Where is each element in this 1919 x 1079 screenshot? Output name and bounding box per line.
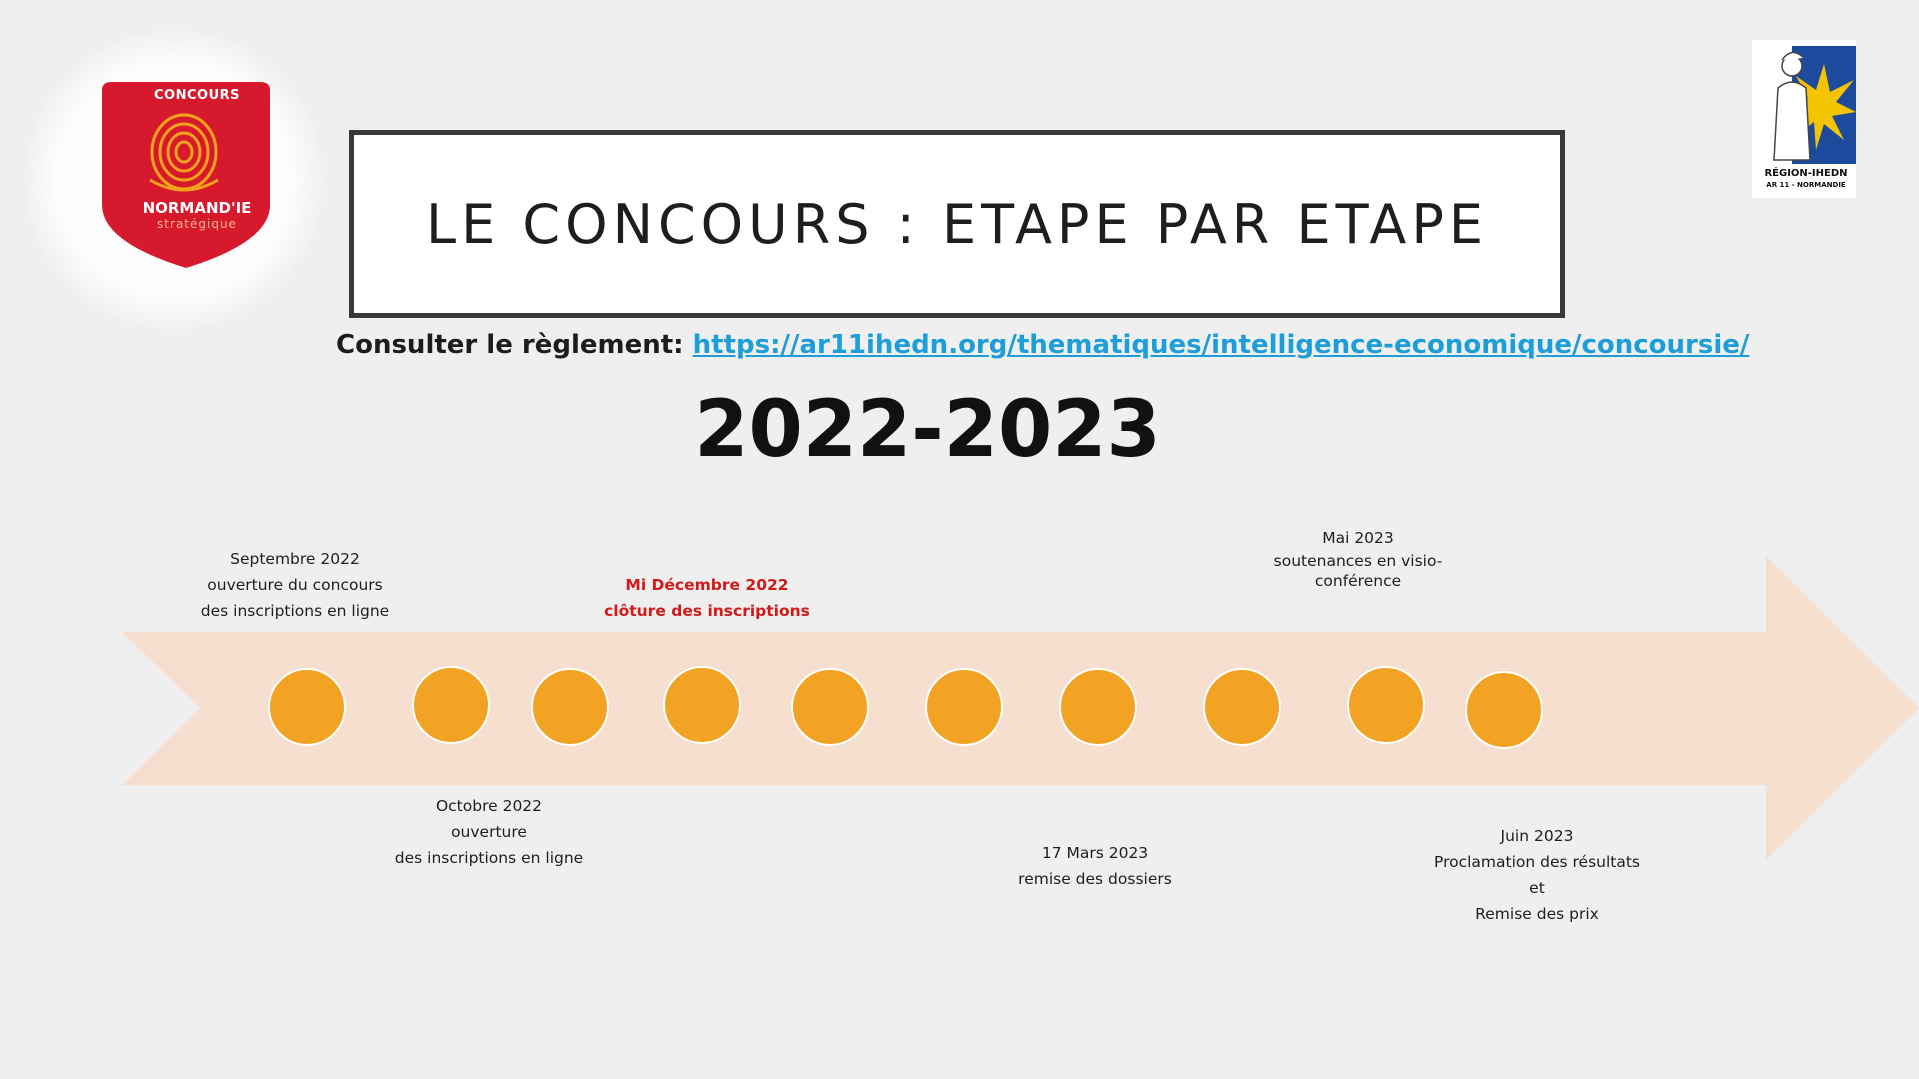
event-date: Mi Décembre 2022 [625,576,789,594]
logo-subtitle: stratégique [157,217,237,231]
logo-ar: AR 11 - NORMANDIE [1766,181,1846,189]
event-date: 17 Mars 2023 [1041,844,1149,862]
event-date: Juin 2023 [1500,827,1574,845]
event-desc: ouverture du concours [207,576,383,594]
timeline-arrow [122,556,1919,860]
rules-link[interactable]: https://ar11ihedn.org/thematiques/intelligence-economique/concoursie/ [692,330,1750,360]
event-september-2022 [201,546,389,624]
event-desc: des inscriptions en ligne [200,602,390,620]
timeline-dot [532,669,608,745]
event-may-2023 [1274,525,1443,591]
timeline-dot [1060,669,1136,745]
event-mid-december-2022 [604,572,810,624]
event-june-2023 [1434,823,1640,927]
rules-label: Consulter le règlement: [336,330,684,360]
event-desc: des inscriptions en ligne [394,849,584,867]
timeline-dot [926,669,1002,745]
logo-name: NORMAND'IE [142,199,252,217]
page-title: LE CONCOURS : ETAPE PAR ETAPE [426,192,1488,256]
timeline-dot [413,667,489,743]
event-march-2023 [1018,840,1172,892]
event-desc: conférence [1314,572,1402,590]
event-desc: soutenances en visio- [1273,552,1443,570]
event-desc: ouverture [451,823,527,841]
timeline-dot [1466,672,1542,748]
event-desc: et [1529,879,1545,897]
timeline-dot [1348,667,1424,743]
timeline-dot [792,669,868,745]
event-desc: clôture des inscriptions [604,602,810,620]
timeline-dot [1204,669,1280,745]
event-desc: remise des dossiers [1018,870,1172,888]
logo-region: RÉGION-IHEDN [1764,168,1848,179]
event-date: Mai 2023 [1322,529,1394,547]
event-desc: Remise des prix [1475,905,1599,923]
event-date: Octobre 2022 [435,797,543,815]
logo-top-text: CONCOURS [154,88,240,103]
year-heading: 2022-2023 [694,385,1161,475]
timeline-dot [269,669,345,745]
event-october-2022 [395,793,583,871]
event-date: Septembre 2022 [230,550,360,568]
timeline-dot [664,667,740,743]
event-desc: Proclamation des résultats [1433,853,1641,871]
